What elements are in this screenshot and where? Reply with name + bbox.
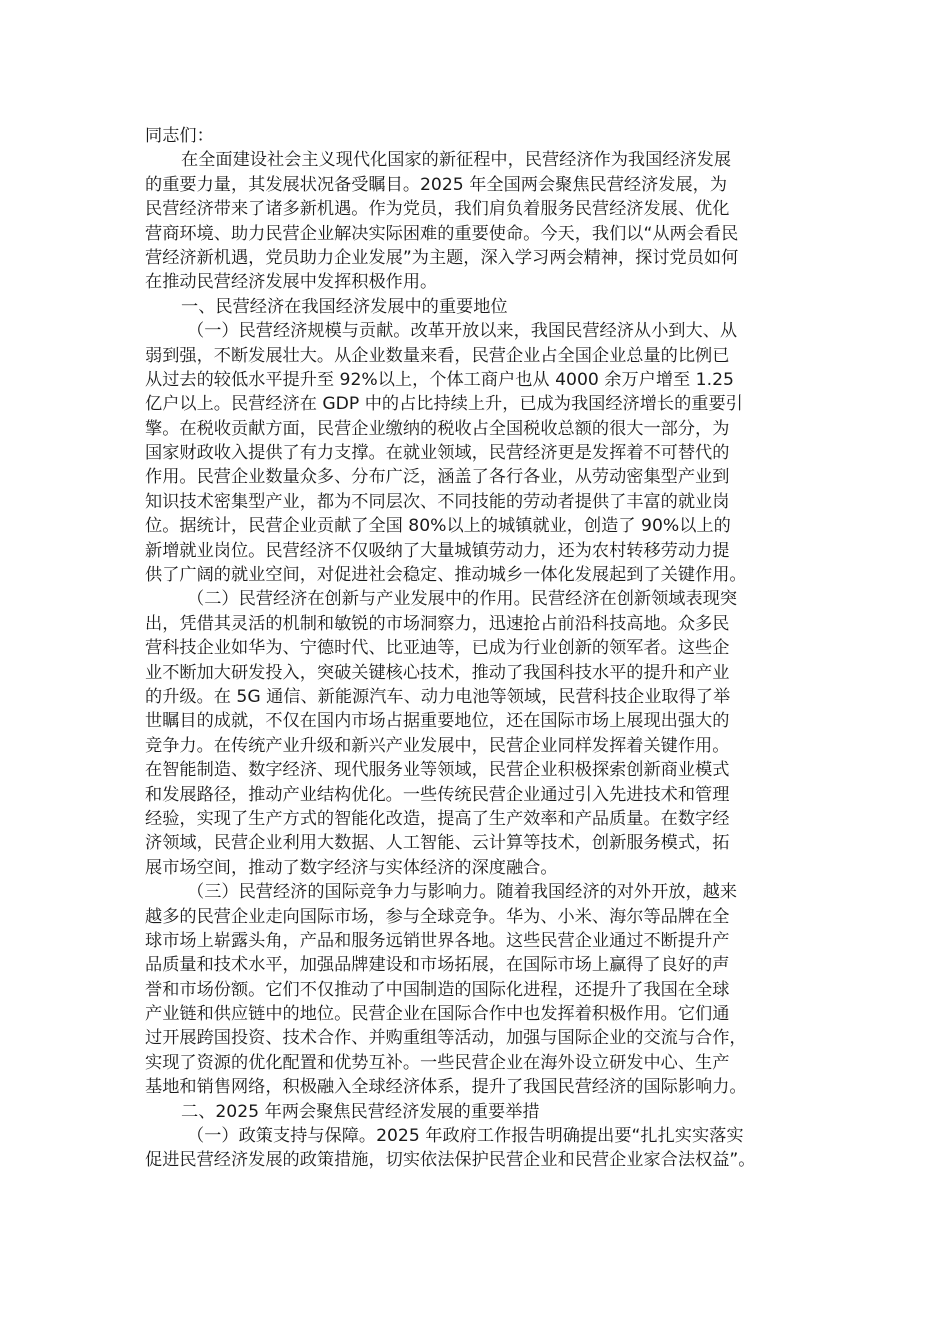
text-line: 产业链和供应链中的地位。民营企业在国际合作中也发挥着积极作用。它们通 [145,1004,730,1025]
text-line: 展市场空间，推动了数字经济与实体经济的深度融合。 [145,857,558,878]
text-line: 亿户以上。民营经济在 GDP 中的占比持续上升，已成为我国经济增长的重要引 [145,394,743,415]
text-line: 越多的民营企业走向国际市场，参与全球竞争。华为、小米、海尔等品牌在全 [145,906,730,927]
text-line: 业不断加大研发投入，突破关键核心技术，推动了我国科技水平的提升和产业 [145,662,730,683]
text-line: 擎。在税收贡献方面，民营企业缴纳的税收占全国税收总额的很大一部分，为 [145,418,730,439]
text-line: 作用。民营企业数量众多、分布广泛，涵盖了各行各业，从劳动密集型产业到 [145,467,730,488]
text-line: 营科技企业如华为、宁德时代、比亚迪等，已成为行业创新的领军者。这些企 [145,638,730,659]
text-line: 国家财政收入提供了有力支撑。在就业领域，民营经济更是发挥着不可替代的 [145,443,730,464]
text-line: 球市场上崭露头角，产品和服务远销世界各地。这些民营企业通过不断提升产 [145,930,730,951]
text-line: 弱到强，不断发展壮大。从企业数量来看，民营企业占全国企业总量的比例已 [145,345,730,366]
text-line: 新增就业岗位。民营经济不仅吸纳了大量城镇劳动力，还为农村转移劳动力提 [145,540,730,561]
text-line: 出，凭借其灵活的机制和敏锐的市场洞察力，迅速抢占前沿科技高地。众多民 [145,613,730,634]
text-line: 的升级。在 5G 通信、新能源汽车、动力电池等领域，民营科技企业取得了举 [145,686,731,707]
text-line: 民营经济带来了诸多新机遇。作为党员，我们肩负着服务民营经济发展、优化 [145,199,730,220]
text-line: 经验，实现了生产方式的智能化改造，提高了生产效率和产品质量。在数字经 [145,808,730,829]
text-line: 的重要力量，其发展状况备受瞩目。2025 年全国两会聚焦民营经济发展，为 [145,174,728,195]
text-line: 在全面建设社会主义现代化国家的新征程中，民营经济作为我国经济发展 [181,150,732,171]
text-line: 竞争力。在传统产业升级和新兴产业发展中，民营企业同样发挥着关键作用。 [145,735,730,756]
text-line: 实现了资源的优化配置和优势互补。一些民营企业在海外设立研发中心、生产 [145,1052,730,1073]
text-line: 从过去的较低水平提升至 92%以上，个体工商户也从 4000 余万户增至 1.25 [145,369,734,390]
text-line: 世瞩目的成就，不仅在国内市场占据重要地位，还在国际市场上展现出强大的 [145,711,730,732]
text-line: 供了广阔的就业空间，对促进社会稳定、推动城乡一体化发展起到了关键作用。 [145,565,747,586]
document-body [145,124,820,1173]
text-line: 过开展跨国投资、技术合作、并购重组等活动，加强与国际企业的交流与合作， [145,1028,747,1049]
text-line: （三）民营经济的国际竞争力与影响力。随着我国经济的对外开放，越来 [187,882,738,903]
text-line: 济领域，民营企业利用大数据、人工智能、云计算等技术，创新服务模式，拓 [145,833,730,854]
text-line: （二）民营经济在创新与产业发展中的作用。民营经济在创新领域表现突 [187,589,738,610]
text-line: 营商环境、助力民营企业解决实际困难的重要使命。今天，我们以“从两会看民 [145,223,739,244]
text-line: 促进民营经济发展的政策措施，切实依法保护民营企业和民营企业家合法权益”。 [145,1150,756,1171]
text-line: （一）政策支持与保障。2025 年政府工作报告明确提出要“扎扎实实落实 [187,1126,744,1147]
text-line: （一）民营经济规模与贡献。改革开放以来，我国民营经济从小到大、从 [187,321,738,342]
text-line: 营经济新机遇，党员助力企业发展”为主题，深入学习两会精神，探讨党员如何 [145,247,739,268]
text-line: 在智能制造、数字经济、现代服务业等领域，民营企业积极探索创新商业模式 [145,760,730,781]
text-line: 基地和销售网络，积极融入全球经济体系，提升了我国民营经济的国际影响力。 [145,1077,747,1098]
text-line: 二、2025 年两会聚焦民营经济发展的重要举措 [181,1101,540,1122]
text-line: 誉和市场份额。它们不仅推动了中国制造的国际化进程，还提升了我国在全球 [145,979,730,1000]
text-line: 品质量和技术水平，加强品牌建设和市场拓展，在国际市场上赢得了良好的声 [145,955,730,976]
text-line: 位。据统计，民营企业贡献了全国 80%以上的城镇就业，创造了 90%以上的 [145,516,731,537]
text-line: 一、民营经济在我国经济发展中的重要地位 [181,296,508,317]
text-line: 在推动民营经济发展中发挥积极作用。 [145,272,438,293]
text-line: 知识技术密集型产业，都为不同层次、不同技能的劳动者提供了丰富的就业岗 [145,491,730,512]
text-line: 和发展路径，推动产业结构优化。一些传统民营企业通过引入先进技术和管理 [145,784,730,805]
text-line: 同志们： [145,126,214,146]
